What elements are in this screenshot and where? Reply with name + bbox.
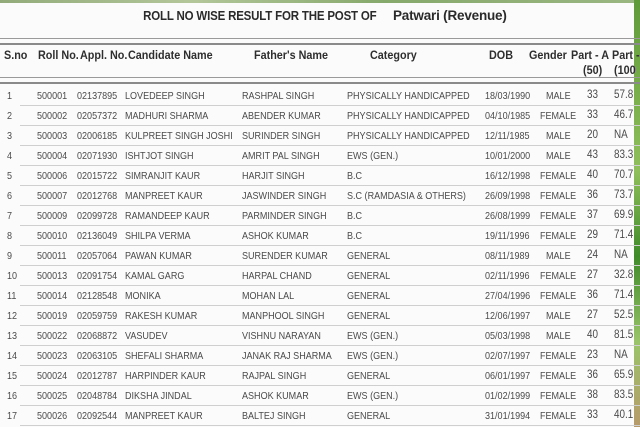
cell-part-b: NA (614, 129, 628, 141)
cell-category: GENERAL (347, 310, 391, 322)
cell-part-b: 73.7 (614, 189, 634, 201)
cell-sno: 16 (7, 390, 18, 402)
cell-gender: FEMALE (540, 170, 577, 182)
cell-roll-no: 500014 (37, 290, 68, 302)
cell-roll-no: 500011 (37, 250, 67, 262)
cell-part-b: 57.8 (614, 89, 634, 101)
cell-part-a: 36 (587, 189, 599, 201)
cell-part-a: 33 (587, 409, 599, 421)
cell-fathers-name: MANPHOOL SINGH (242, 310, 325, 322)
cell-dob: 18/03/1990 (485, 90, 531, 102)
cell-category: S.C (RAMDASIA & OTHERS) (347, 190, 466, 202)
cell-part-a: 29 (587, 229, 599, 241)
cell-fathers-name: SURENDER KUMAR (242, 250, 328, 262)
cell-gender: FEMALE (540, 370, 577, 382)
cell-sno: 2 (7, 110, 13, 122)
cell-gender: MALE (546, 90, 571, 102)
table-row (0, 86, 640, 106)
cell-sno: 8 (7, 230, 13, 242)
cell-appl-no: 02136049 (77, 230, 118, 242)
cell-appl-no: 02092544 (77, 410, 118, 422)
cell-dob: 02/11/1996 (485, 270, 530, 282)
cell-dob: 08/11/1989 (485, 250, 530, 262)
cell-category: GENERAL (347, 250, 391, 262)
cell-sno: 7 (7, 210, 13, 222)
title-prefix: ROLL NO WISE RESULT FOR THE POST OF (143, 9, 377, 23)
cell-part-a: 33 (587, 109, 599, 121)
cell-sno: 3 (7, 130, 13, 142)
col-header-part-b: Part - (612, 48, 640, 62)
cell-dob: 02/07/1997 (485, 350, 531, 362)
cell-candidate-name: KULPREET SINGH JOSHI (125, 130, 233, 142)
cell-dob: 27/04/1996 (485, 290, 531, 302)
cell-roll-no: 500002 (37, 110, 68, 122)
cell-roll-no: 500026 (37, 410, 68, 422)
col-header-gender: Gender (529, 48, 567, 62)
cell-category: B.C (347, 170, 363, 182)
cell-fathers-name: MOHAN LAL (242, 290, 295, 302)
cell-part-b: 65.9 (614, 369, 634, 381)
cell-appl-no: 02012787 (77, 370, 118, 382)
cell-sno: 6 (7, 190, 13, 202)
cell-gender: MALE (546, 150, 571, 162)
cell-gender: FEMALE (540, 190, 577, 202)
cell-part-b: 40.1 (614, 409, 634, 421)
cell-sno: 17 (7, 410, 18, 422)
cell-fathers-name: BALTEJ SINGH (242, 410, 306, 422)
cell-candidate-name: PAWAN KUMAR (125, 250, 192, 262)
cell-category: B.C (347, 210, 363, 222)
cell-category: EWS (GEN.) (347, 350, 399, 362)
cell-candidate-name: RAKESH KUMAR (125, 310, 198, 322)
cell-category: GENERAL (347, 290, 391, 302)
cell-roll-no: 500022 (37, 330, 68, 342)
cell-candidate-name: HARPINDER KAUR (125, 370, 206, 382)
cell-dob: 06/01/1997 (485, 370, 531, 382)
cell-category: EWS (GEN.) (347, 390, 399, 402)
cell-candidate-name: MANPREET KAUR (125, 190, 203, 202)
cell-fathers-name: VISHNU NARAYAN (242, 330, 321, 342)
cell-appl-no: 02063105 (77, 350, 118, 362)
table-row (0, 286, 640, 306)
header-rule-top (0, 38, 640, 45)
col-header-sno: S.no (4, 48, 28, 62)
table-row (0, 226, 640, 246)
cell-category: PHYSICALLY HANDICAPPED (347, 130, 470, 142)
cell-fathers-name: SURINDER SINGH (242, 130, 321, 142)
cell-candidate-name: MADHURI SHARMA (125, 110, 209, 122)
cell-appl-no: 02128548 (77, 290, 118, 302)
cell-sno: 14 (7, 350, 18, 362)
cell-sno: 9 (7, 250, 13, 262)
cell-candidate-name: SHEFALI SHARMA (125, 350, 204, 362)
table-row (0, 126, 640, 146)
cell-gender: MALE (546, 130, 571, 142)
cell-appl-no: 02091754 (77, 270, 118, 282)
col-header-candidate-name: Candidate Name (128, 48, 213, 62)
cell-sno: 1 (7, 90, 13, 102)
cell-appl-no: 02059759 (77, 310, 118, 322)
cell-sno: 12 (7, 310, 18, 322)
cell-appl-no: 02099728 (77, 210, 118, 222)
cell-roll-no: 500003 (37, 130, 68, 142)
cell-gender: FEMALE (540, 230, 577, 242)
cell-category: PHYSICALLY HANDICAPPED (347, 90, 470, 102)
table-row (0, 326, 640, 346)
cell-roll-no: 500010 (37, 230, 68, 242)
cell-part-b: 69.9 (614, 209, 634, 221)
cell-appl-no: 02006185 (77, 130, 118, 142)
result-table-body (0, 86, 640, 426)
cell-fathers-name: ASHOK KUMAR (242, 230, 309, 242)
cell-part-a: 24 (587, 249, 599, 261)
cell-part-b: 71.4 (614, 289, 634, 301)
cell-dob: 10/01/2000 (485, 150, 531, 162)
cell-gender: MALE (546, 310, 571, 322)
table-row (0, 106, 640, 126)
cell-candidate-name: MONIKA (125, 290, 161, 302)
cell-category: GENERAL (347, 370, 391, 382)
cell-sno: 10 (7, 270, 18, 282)
col-header-part-a: Part - A (571, 48, 610, 62)
document-title (0, 8, 640, 23)
table-row (0, 386, 640, 406)
cell-candidate-name: VASUDEV (125, 330, 168, 342)
cell-part-a: 36 (587, 369, 599, 381)
cell-candidate-name: DIKSHA JINDAL (125, 390, 192, 402)
cell-fathers-name: JANAK RAJ SHARMA (242, 350, 332, 362)
cell-roll-no: 500025 (37, 390, 68, 402)
cell-candidate-name: MANPREET KAUR (125, 410, 203, 422)
cell-gender: FEMALE (540, 270, 577, 282)
cell-part-b: 83.3 (614, 149, 634, 161)
cell-fathers-name: ASHOK KUMAR (242, 390, 309, 402)
cell-roll-no: 500013 (37, 270, 68, 282)
header-rule-bottom (0, 77, 640, 84)
cell-candidate-name: RAMANDEEP KAUR (125, 210, 210, 222)
cell-part-a: 40 (587, 169, 599, 181)
table-row (0, 266, 640, 286)
cell-candidate-name: SHILPA VERMA (125, 230, 191, 242)
cell-gender: FEMALE (540, 390, 577, 402)
cell-dob: 04/10/1985 (485, 110, 531, 122)
table-row (0, 406, 640, 426)
cell-fathers-name: JASWINDER SINGH (242, 190, 327, 202)
cell-part-b: NA (614, 249, 628, 261)
cell-category: GENERAL (347, 410, 391, 422)
cell-category: EWS (GEN.) (347, 150, 399, 162)
cell-sno: 4 (7, 150, 13, 162)
cell-fathers-name: RAJPAL SINGH (242, 370, 307, 382)
cell-part-a: 37 (587, 209, 599, 221)
cell-candidate-name: ISHTJOT SINGH (125, 150, 194, 162)
cell-roll-no: 500019 (37, 310, 68, 322)
cell-fathers-name: PARMINDER SINGH (242, 210, 327, 222)
col-header-part-b-max: (100 (614, 63, 636, 77)
cell-sno: 13 (7, 330, 18, 342)
cell-part-b: 32.8 (614, 269, 634, 281)
table-row (0, 206, 640, 226)
cell-appl-no: 02057064 (77, 250, 118, 262)
cell-appl-no: 02012768 (77, 190, 118, 202)
cell-dob: 12/11/1985 (485, 130, 530, 142)
cell-candidate-name: KAMAL GARG (125, 270, 185, 282)
cell-category: GENERAL (347, 270, 391, 282)
cell-candidate-name: SIMRANJIT KAUR (125, 170, 201, 182)
col-header-part-a-max: (50) (583, 63, 603, 77)
cell-gender: FEMALE (540, 110, 577, 122)
cell-candidate-name: LOVEDEEP SINGH (125, 90, 205, 102)
table-row (0, 306, 640, 326)
cell-dob: 19/11/1996 (485, 230, 530, 242)
cell-part-b: 71.4 (614, 229, 634, 241)
cell-sno: 15 (7, 370, 18, 382)
cell-appl-no: 02137895 (77, 90, 118, 102)
table-row (0, 186, 640, 206)
cell-gender: FEMALE (540, 210, 577, 222)
cell-fathers-name: RASHPAL SINGH (242, 90, 315, 102)
cell-appl-no: 02071930 (77, 150, 118, 162)
table-row (0, 346, 640, 366)
cell-fathers-name: HARJIT SINGH (242, 170, 305, 182)
cell-roll-no: 500001 (37, 90, 68, 102)
cell-part-b: 70.7 (614, 169, 634, 181)
cell-dob: 26/09/1998 (485, 190, 531, 202)
cell-category: B.C (347, 230, 363, 242)
cell-dob: 31/01/1994 (485, 410, 531, 422)
cell-gender: FEMALE (540, 410, 577, 422)
cell-part-b: NA (614, 349, 628, 361)
table-row (0, 246, 640, 266)
cell-dob: 01/02/1999 (485, 390, 531, 402)
col-header-fathers-name: Father's Name (254, 48, 328, 62)
col-header-appl-no: Appl. No. (80, 48, 128, 62)
cell-gender: FEMALE (540, 290, 577, 302)
cell-dob: 12/06/1997 (485, 310, 531, 322)
cell-part-a: 23 (587, 349, 599, 361)
col-header-dob: DOB (489, 48, 514, 62)
cell-appl-no: 02015722 (77, 170, 118, 182)
cell-appl-no: 02057372 (77, 110, 118, 122)
cell-sno: 5 (7, 170, 13, 182)
cell-roll-no: 500009 (37, 210, 68, 222)
col-header-category: Category (370, 48, 417, 62)
cell-part-a: 33 (587, 89, 599, 101)
cell-part-b: 81.5 (614, 329, 634, 341)
cell-sno: 11 (7, 290, 17, 302)
cell-roll-no: 500004 (37, 150, 68, 162)
cell-category: PHYSICALLY HANDICAPPED (347, 110, 470, 122)
cell-gender: MALE (546, 330, 571, 342)
cell-roll-no: 500023 (37, 350, 68, 362)
cell-part-a: 27 (587, 269, 599, 281)
cell-fathers-name: AMRIT PAL SINGH (242, 150, 320, 162)
cell-dob: 05/03/1998 (485, 330, 531, 342)
cell-part-b: 46.7 (614, 109, 634, 121)
background-edge-top (0, 0, 640, 3)
cell-fathers-name: ABENDER KUMAR (242, 110, 321, 122)
cell-part-a: 20 (587, 129, 599, 141)
cell-appl-no: 02068872 (77, 330, 118, 342)
cell-part-b: 52.5 (614, 309, 634, 321)
cell-gender: MALE (546, 250, 571, 262)
table-row (0, 146, 640, 166)
cell-gender: FEMALE (540, 350, 577, 362)
cell-part-a: 40 (587, 329, 599, 341)
cell-roll-no: 500024 (37, 370, 68, 382)
cell-part-a: 43 (587, 149, 599, 161)
cell-fathers-name: HARPAL CHAND (242, 270, 312, 282)
col-header-roll-no: Roll No. (38, 48, 79, 62)
cell-roll-no: 500007 (37, 190, 68, 202)
cell-part-b: 83.5 (614, 389, 634, 401)
table-row (0, 366, 640, 386)
cell-part-a: 27 (587, 309, 599, 321)
cell-dob: 26/08/1999 (485, 210, 531, 222)
post-name: Patwari (Revenue) (393, 8, 507, 23)
cell-appl-no: 02048784 (77, 390, 118, 402)
table-row (0, 166, 640, 186)
cell-roll-no: 500006 (37, 170, 68, 182)
cell-dob: 16/12/1998 (485, 170, 531, 182)
table-header (0, 48, 640, 76)
cell-category: EWS (GEN.) (347, 330, 399, 342)
cell-part-a: 36 (587, 289, 599, 301)
cell-part-a: 38 (587, 389, 599, 401)
